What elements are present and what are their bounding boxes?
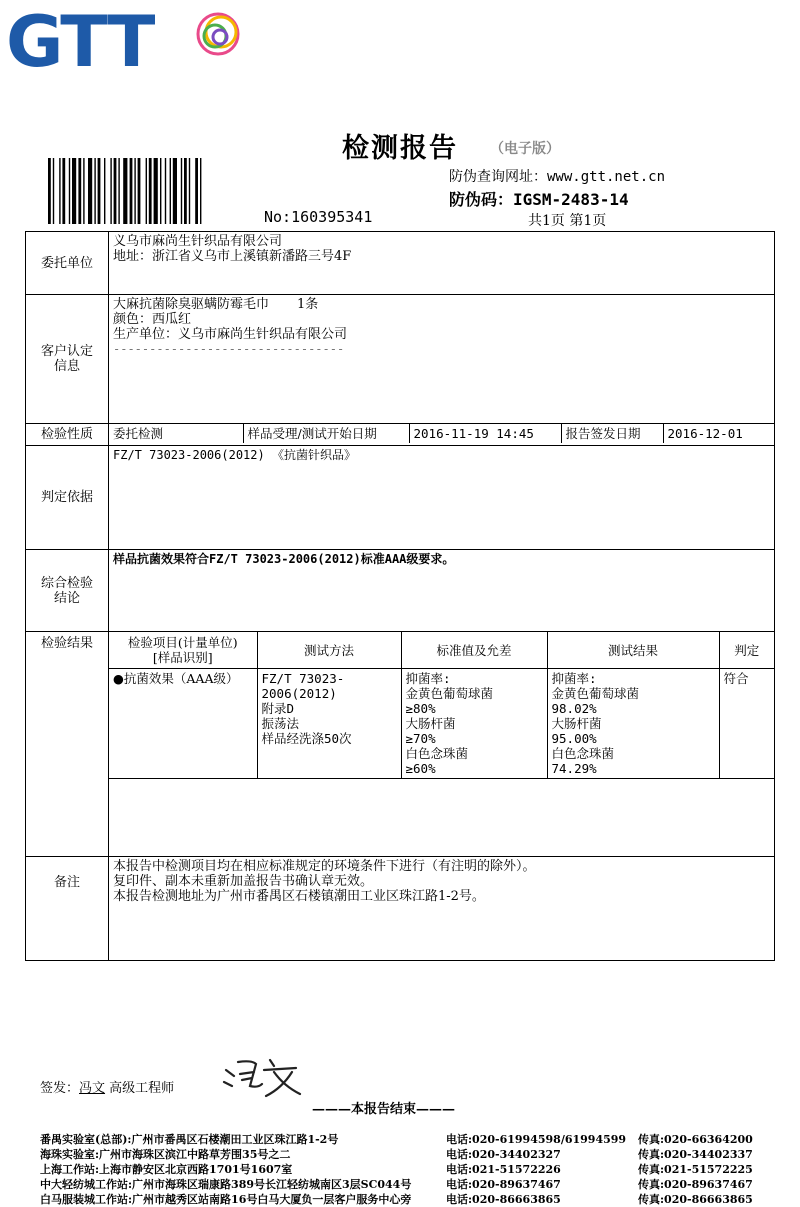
barcode-bar [53,158,54,224]
footer-tel: 电话:021-51572226 [446,1163,561,1176]
conclusion-value: 样品抗菌效果符合FZ/T 73023-2006(2012)标准AAA级要求。 [109,550,775,632]
customer-label-line1: 客户认定 [40,344,93,359]
barcode-bar [98,158,101,224]
footer-row [40,1192,760,1207]
customer-label-line2: 信息 [53,359,80,374]
product-line [113,297,770,312]
receipt-label: 样品受理/测试开始日期 [243,424,409,443]
footer-contacts [40,1132,760,1207]
barcode-bar [138,158,141,224]
barcode-bar [189,158,190,224]
result-value: 抑菌率: 金黄色葡萄球菌 98.02% 大肠杆菌 95.00% 白色念珠菌 74.29% [547,669,719,779]
header-standard: 标准值及允差 [401,632,547,669]
barcode-bar [134,158,135,224]
barcode-bar [110,158,111,224]
dash-line: -------------------------------- [113,342,345,356]
barcode-bar [104,158,105,224]
footer-address: 中大轻纺城工作站:广州市海珠区瑞康路389号长江轻纺城南区3层SC044号 [40,1178,412,1191]
barcode-bar [195,158,198,224]
barcode-bar [114,158,117,224]
header-method: 测试方法 [257,632,401,669]
footer-row [40,1177,760,1192]
product-quantity: 1条 [297,297,319,312]
header-judgement: 判定 [719,632,774,669]
query-site: 防伪查询网址：www.gtt.net.cn [449,169,666,185]
barcode-bar [123,158,127,224]
conclusion-label [26,550,109,632]
signer-name: 冯文 [79,1081,106,1096]
conclusion-row [26,550,775,632]
svg-text:GTT: GTT [6,4,154,74]
barcode-bar [78,158,81,224]
client-address: 地址：浙江省义乌市上溪镇新潘路三号4F [113,249,352,264]
barcode-bar [118,158,119,224]
results-header-row [109,632,774,669]
footer-tel: 电话:020-89637467 [446,1178,561,1191]
footer-fax: 传真:020-86663865 [638,1193,753,1206]
signer-title: 高级工程师 [109,1081,175,1096]
report-table [25,231,775,961]
footer-tel: 电话:020-61994598/61994599 [446,1133,627,1146]
footer-fax: 传真:020-89637467 [638,1178,753,1191]
client-name: 义乌市麻尚生针织品有限公司 [113,234,283,249]
nature-value: 委托检测 [109,424,243,443]
product-name: 大麻抗菌除臭驱螨防霉毛巾 [113,297,270,312]
result-method: FZ/T 73023- 2006(2012) 附录D 振荡法 样品经洗涤50次 [257,669,401,779]
issue-date: 2016-12-01 [663,424,774,443]
basis-label: 判定依据 [26,446,109,550]
barcode-bar [146,158,147,224]
barcode-bar [200,158,201,224]
result-standard: 抑菌率: 金黄色葡萄球菌 ≥80% 大肠杆菌 ≥70% 白色念珠菌 ≥60% [401,669,547,779]
results-row [26,632,775,857]
nature-label: 检验性质 [26,424,109,446]
table-row [109,669,774,779]
conclusion-label-line2: 结论 [53,590,80,606]
barcode-bar [59,158,60,224]
barcode-bar [62,158,65,224]
remarks-row [26,857,775,961]
client-row [26,232,775,295]
report-subtitle: （电子版） [490,141,560,157]
footer-address: 番禺实验室(总部):广州市番禺区石楼潮田工业区珠江路1-2号 [40,1133,339,1146]
barcode-bar [160,158,161,224]
issue-label: 报告签发日期 [561,424,663,443]
report-serial: No:160395341 [264,208,373,226]
header-item: 检验项目(计量单位) [样品识别] [109,632,257,669]
footer-row [40,1132,760,1147]
footer-fax: 传真:020-34402337 [638,1148,753,1161]
customer-value [109,295,775,424]
barcode-bar [88,158,92,224]
empty-row [109,779,774,855]
remarks-value [109,857,775,961]
barcode-bar [130,158,133,224]
results-table [109,632,774,855]
barcode-bar [170,158,171,224]
barcode-bar [83,158,84,224]
gtt-logo [6,4,246,74]
report-title: 检测报告 [342,133,458,164]
signature-block [40,1077,174,1096]
report-end: ———本报告结束——— [312,1102,456,1117]
barcode-bar [72,158,76,224]
basis-row [26,446,775,550]
nature-inner [109,424,774,443]
footer-address: 白马服装城工作站:广州市越秀区站南路16号白马大厦负一层客户服务中心旁 [40,1193,412,1206]
barcode-bar [173,158,177,224]
conclusion-label-line1: 综合检验 [40,575,93,591]
receipt-date: 2016-11-19 14:45 [409,424,561,443]
footer-address: 海珠实验室:广州市海珠区滨江中路草芳围35号之二 [40,1148,291,1161]
footer-row [40,1147,760,1162]
anti-fake-code: 防伪码：IGSM-2483-14 [449,190,629,209]
footer-tel: 电话:020-34402327 [446,1148,561,1161]
nature-row [26,424,775,446]
barcode-bar [48,158,51,224]
remark-line: 复印件、副本未重新加盖报告书确认章无效。 [113,874,374,889]
barcode-bar [165,158,166,224]
footer-tel: 电话:020-86663865 [446,1193,561,1206]
remark-line: 本报告检测地址为广州市番禺区石楼镇潮田工业区珠江路1-2号。 [113,889,485,904]
product-color: 颜色：西瓜红 [113,312,192,327]
header-result: 测试结果 [547,632,719,669]
customer-label [26,295,109,424]
handwritten-signature [218,1056,308,1100]
barcode-bar [181,158,182,224]
barcode-bar [94,158,95,224]
footer-fax: 传真:021-51572225 [638,1163,753,1176]
footer-fax: 传真:020-66364200 [638,1133,753,1146]
product-producer: 生产单位：义乌市麻尚生针织品有限公司 [113,327,348,342]
result-judgement: 符合 [719,669,774,779]
barcode-bar [149,158,152,224]
page-count: 共1页 第1页 [528,213,607,229]
customer-row [26,295,775,424]
basis-value: FZ/T 73023-2006(2012) 《抗菌针织品》 [109,446,775,550]
client-value [109,232,775,295]
result-item: ●抗菌效果（AAA级） [109,669,257,779]
client-label: 委托单位 [26,232,109,295]
barcode-bar [154,158,158,224]
footer-row [40,1162,760,1177]
barcode-bar [184,158,187,224]
results-label: 检验结果 [26,632,109,857]
barcode-bar [69,158,70,224]
signature-label: 签发： [40,1081,80,1096]
remark-line: 本报告中检测项目均在相应标准规定的环境条件下进行（有注明的除外）。 [113,859,536,874]
barcode-image [46,158,258,224]
remarks-label: 备注 [26,857,109,961]
footer-address: 上海工作站:上海市静安区北京西路1701号1607室 [40,1163,293,1176]
